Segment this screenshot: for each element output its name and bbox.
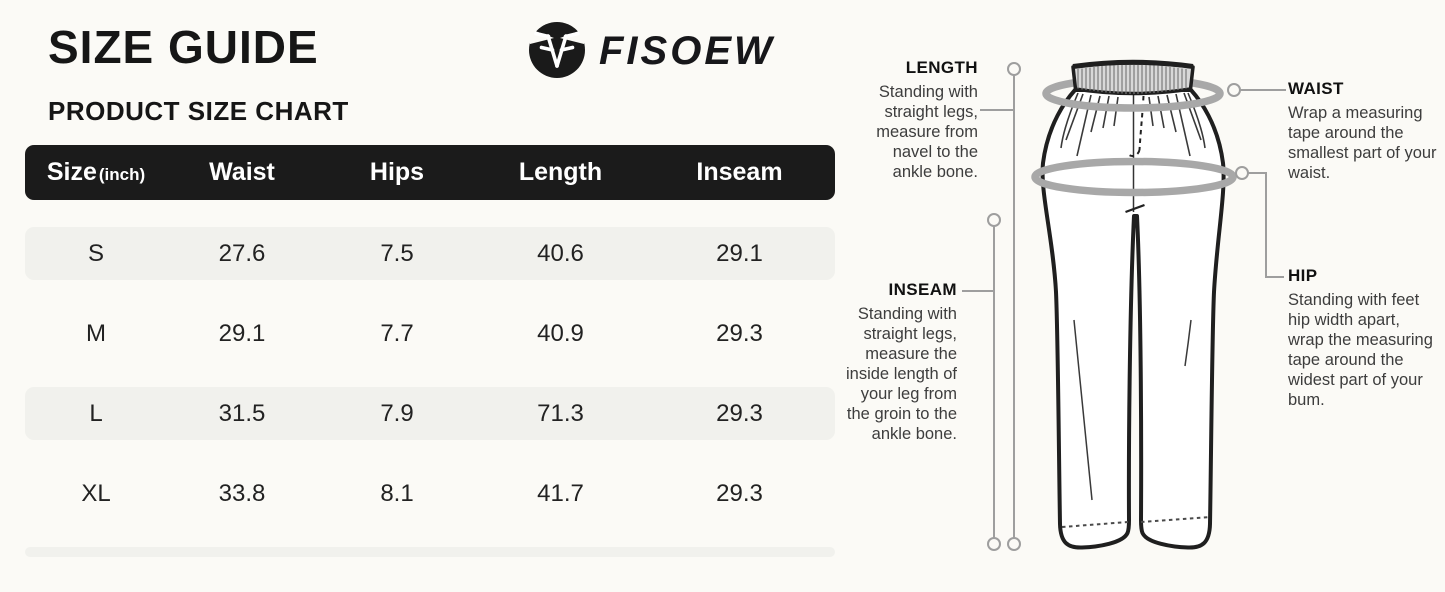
column-header-length: Length	[518, 158, 603, 186]
size-column-label: Size	[46, 158, 97, 186]
length-cell: 40.6	[537, 239, 584, 267]
table-row-s	[25, 227, 835, 280]
size-cell: M	[86, 319, 106, 347]
brand-logo	[527, 19, 775, 79]
fisoew-logo-icon	[527, 19, 587, 79]
brand-wordmark: FISOEW	[599, 28, 775, 73]
waist-instruction	[1288, 79, 1438, 183]
length-cell: 71.3	[537, 399, 584, 427]
inseam-instruction	[842, 280, 957, 444]
table-row-m	[25, 307, 835, 360]
column-header-size	[25, 158, 167, 187]
page-title: SIZE GUIDE	[48, 21, 319, 73]
length-cell: 40.9	[537, 319, 584, 347]
inseam-text: Standing with straight legs, measure the inside length of your leg from the groin to the ankle bone.	[846, 305, 957, 443]
inseam-cell: 29.3	[716, 399, 763, 427]
table-row-partial	[25, 547, 835, 557]
size-cell: S	[87, 239, 104, 267]
table-row-l	[25, 387, 835, 440]
hip-instruction	[1288, 266, 1440, 410]
waist-cell: 31.5	[218, 399, 266, 427]
table-header-row	[25, 145, 835, 200]
length-label: LENGTH	[905, 58, 978, 77]
size-cell: XL	[81, 479, 111, 507]
size-chart-table	[25, 145, 835, 557]
hip-text: Standing with feet hip width apart, wrap the measuring tape around the widest part of your bum.	[1288, 291, 1433, 409]
length-cell: 41.7	[537, 479, 584, 507]
column-header-hips: Hips	[369, 158, 425, 186]
inseam-cell: 29.3	[716, 319, 763, 347]
waistband	[1073, 62, 1193, 94]
waist-text: Wrap a measuring tape around the smallest part of your waist.	[1288, 104, 1437, 182]
size-cell: L	[89, 399, 103, 427]
unit-note: (inch)	[98, 165, 146, 184]
hips-cell: 8.1	[380, 479, 414, 507]
hips-cell: 7.5	[380, 239, 414, 267]
table-row-xl	[25, 467, 835, 520]
hips-cell: 7.7	[380, 319, 414, 347]
inseam-cell: 29.1	[716, 239, 763, 267]
hip-label: HIP	[1288, 266, 1318, 285]
chart-title: PRODUCT SIZE CHART	[48, 96, 349, 126]
column-header-waist: Waist	[209, 158, 275, 186]
pants-diagram	[960, 55, 1290, 560]
waist-cell: 33.8	[218, 479, 266, 507]
waist-cell: 27.6	[218, 239, 266, 267]
inseam-label: INSEAM	[888, 280, 957, 299]
waist-label: WAIST	[1288, 79, 1344, 98]
length-text: Standing with straight legs, measure from navel to the ankle bone.	[876, 83, 978, 181]
waist-cell: 29.1	[218, 319, 266, 347]
column-header-inseam: Inseam	[696, 158, 783, 186]
hips-cell: 7.9	[380, 399, 414, 427]
inseam-cell: 29.3	[716, 479, 763, 507]
